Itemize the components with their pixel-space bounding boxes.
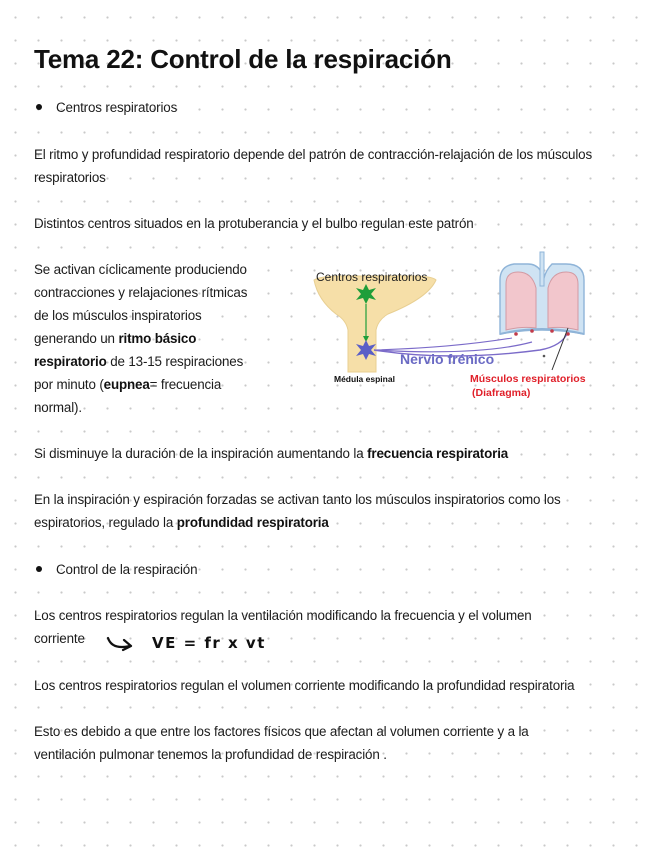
ventilation-formula: VE = fr x vt — [152, 634, 266, 652]
text-span: Si disminuye la duración de la inspiración aumentando la — [34, 446, 368, 461]
text-span: = frecuencia — [149, 377, 222, 392]
bullet-label: Control de la respiración — [56, 562, 198, 577]
text-line: normal). — [34, 400, 82, 415]
text-line: ventilación pulmonar tenemos la profundidad de respiración . — [34, 747, 387, 762]
phrenic-nerve-branch — [374, 338, 512, 350]
bullet-label: Centros respiratorios — [56, 100, 178, 115]
lungs-icon — [500, 252, 584, 357]
bullet-icon — [36, 566, 42, 572]
page-title: Tema 22: Control de la respiración — [34, 44, 452, 74]
paragraph-ritmo-basico — [34, 258, 294, 419]
curved-arrow-icon — [104, 634, 144, 654]
paragraph-centros: Distintos centros situados en la protuberancia y el bulbo regulan este patrón — [34, 216, 474, 231]
nervio-frenico-label: Nervio frénico — [400, 351, 495, 367]
bullet-icon — [36, 104, 42, 110]
text-line — [34, 511, 634, 534]
paragraph-frecuencia — [34, 442, 634, 465]
text-line: Esto es debido a que entre los factores físicos que afectan al volumen corriente y a la — [34, 724, 529, 739]
text-line — [34, 373, 294, 396]
text-line: de los músculos inspiratorios — [34, 308, 202, 323]
text-span: por minuto ( — [34, 377, 104, 392]
bold-text: ritmo básico — [118, 331, 197, 346]
paragraph-volumen: Los centros respiratorios regulan el volumen corriente modificando la profundidad respiratoria — [34, 678, 575, 693]
text-line: corriente — [34, 631, 85, 646]
text-line: En la inspiración y espiración forzadas se activan tanto los músculos inspiratorios como los — [34, 492, 561, 507]
paragraph-forzadas — [34, 488, 634, 534]
bullet-control-respiracion — [36, 558, 197, 581]
text-line — [34, 327, 294, 350]
bold-text: profundidad respiratoria — [176, 515, 329, 530]
text-line: Los centros respiratorios regulan la ventilación modificando la frecuencia y el volumen — [34, 608, 532, 623]
pointer-line — [552, 328, 568, 370]
medula-espinal-label: Médula espinal — [334, 374, 395, 384]
paragraph-factores — [34, 720, 634, 766]
text-line — [34, 350, 294, 373]
text-line: contracciones y relajaciones rítmicas — [34, 285, 248, 300]
bullet-centros-respiratorios — [36, 96, 177, 119]
text-span: generando un — [34, 331, 119, 346]
musculos-respiratorios-label: Músculos respiratorios — [470, 373, 586, 385]
text-line: Se activan cíclicamente produciendo — [34, 262, 247, 277]
text-span: espiratorios, regulado la — [34, 515, 177, 530]
centros-respiratorios-label: Centros respiratorios — [316, 270, 428, 284]
respiratory-centers-figure — [300, 250, 620, 410]
text-span: de 13-15 respiraciones — [106, 354, 244, 369]
bold-text: frecuencia respiratoria — [367, 446, 509, 461]
diafragma-label: (Diafragma) — [472, 387, 531, 399]
paragraph-ritmo: El ritmo y profundidad respiratorio depende del patrón de contracción-relajación de los músculos respiratorios — [34, 147, 592, 185]
bold-text: eupnea — [103, 377, 150, 392]
bold-text: respiratorio — [34, 354, 107, 369]
